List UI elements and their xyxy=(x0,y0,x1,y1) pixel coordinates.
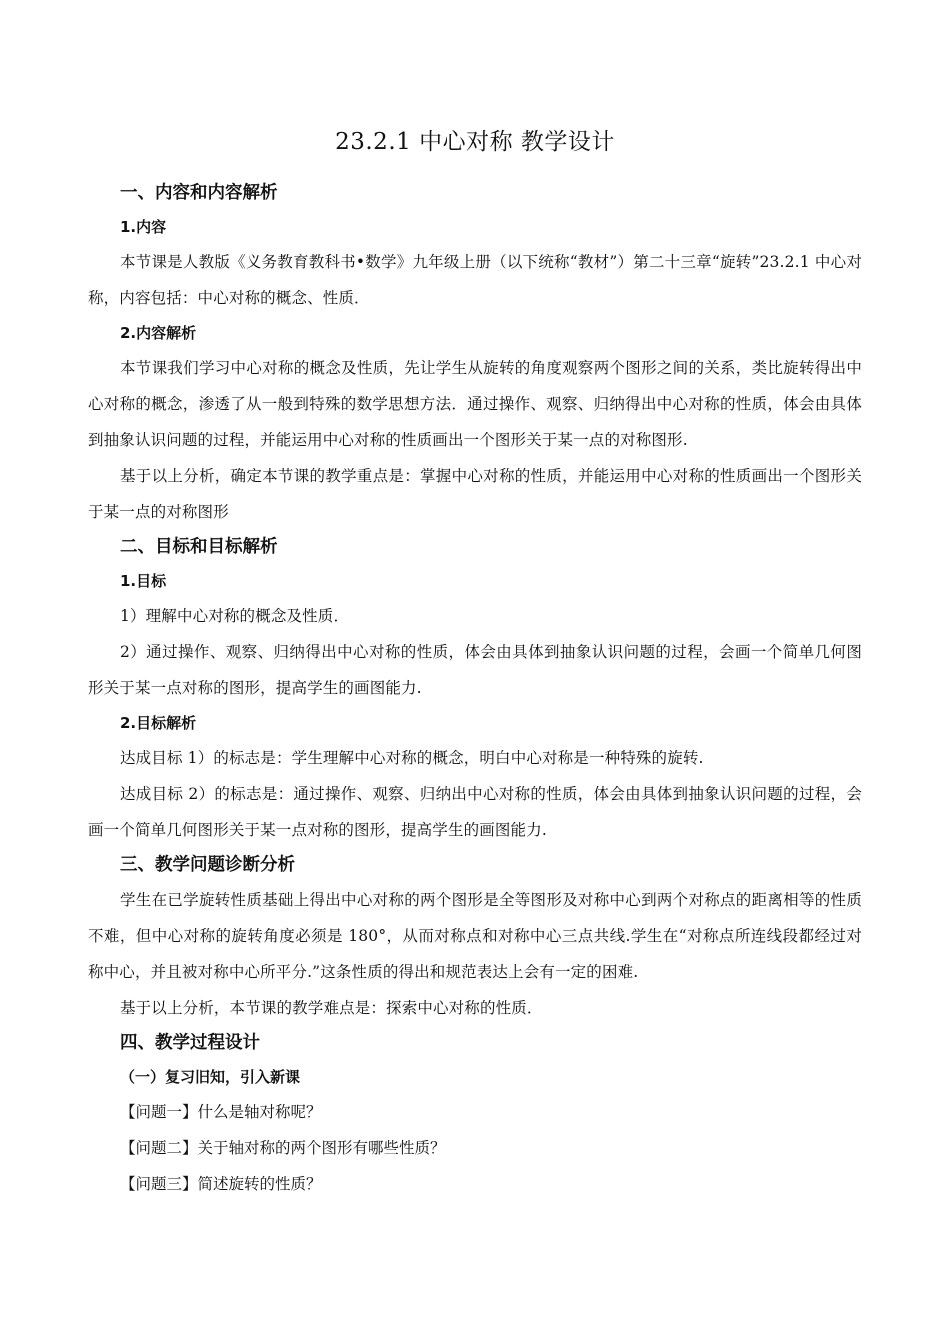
document-title: 23.2.1 中心对称 教学设计 xyxy=(335,129,615,155)
paragraph-teaching-difficulty: 基于以上分析，本节课的教学难点是：探索中心对称的性质． xyxy=(120,999,543,1017)
section-heading-content: 一、内容和内容解析 xyxy=(120,183,278,203)
sub-heading-content-analysis: 2.内容解析 xyxy=(120,324,197,342)
section-heading-process: 四、教学过程设计 xyxy=(120,1033,260,1053)
sub-heading-goals: 1.目标 xyxy=(120,572,167,590)
question-item-1: 【问题一】什么是轴对称呢？ xyxy=(120,1103,322,1121)
goal-analysis-1: 达成目标 1）的标志是：学生理解中心对称的概念，明白中心对称是一种特殊的旋转. xyxy=(120,749,704,767)
goal-analysis-2: 达成目标 2）的标志是：通过操作、观察、归纳出中心对称的性质，体会由具体到抽象认识问题的过程，会画一个简单几何图形关于某一点对称的图形，提高学生的画图能力. xyxy=(88,785,862,839)
sub-heading-content: 1.内容 xyxy=(120,218,167,236)
goal-item-1: 1）理解中心对称的概念及性质． xyxy=(120,607,350,625)
paragraph-content-analysis: 本节课我们学习中心对称的概念及性质，先让学生从旋转的角度观察两个图形之间的关系，类比旋转得出中心对称的概念，渗透了从一般到特殊的数学思想方法．通过操作、观察、归纳得出中心对称的性质，体会由具体到抽象认识问题的过程，并能运用中心对称的性质画出一个图形关于某一点的对称图形. xyxy=(88,359,862,449)
goal-item-2: 2）通过操作、观察、归纳得出中心对称的性质，体会由具体到抽象认识问题的过程，会画一个简单几何图形关于某一点对称的图形，提高学生的画图能力. xyxy=(88,643,862,697)
section-heading-goals: 二、目标和目标解析 xyxy=(120,537,278,557)
question-item-2: 【问题二】关于轴对称的两个图形有哪些性质？ xyxy=(120,1139,446,1157)
paragraph-teaching-focus: 基于以上分析，确定本节课的教学重点是：掌握中心对称的性质，并能运用中心对称的性质画出一个图形关于某一点的对称图形 xyxy=(88,467,862,521)
paragraph-diagnosis: 学生在已学旋转性质基础上得出中心对称的两个图形是全等图形及对称中心到两个对称点的距离相等的性质不难，但中心对称的旋转角度必须是 180°，从而对称点和对称中心三点共线.学生在“对称点所连线段都经过对称中心，并且被对称中心所平分.”这条性质的得出和规范表达上会有一定的困难. xyxy=(88,891,862,981)
question-item-3: 【问题三】简述旋转的性质？ xyxy=(120,1175,322,1193)
sub-heading-goal-analysis: 2.目标解析 xyxy=(120,714,197,732)
paragraph-content-intro: 本节课是人教版《义务教育教科书•数学》九年级上册（以下统称“教材”）第二十三章“旋转”23.2.1 中心对称，内容包括：中心对称的概念、性质． xyxy=(88,253,862,307)
section-heading-diagnosis: 三、教学问题诊断分析 xyxy=(120,855,295,875)
sub-heading-review: （一）复习旧知，引入新课 xyxy=(120,1068,301,1086)
